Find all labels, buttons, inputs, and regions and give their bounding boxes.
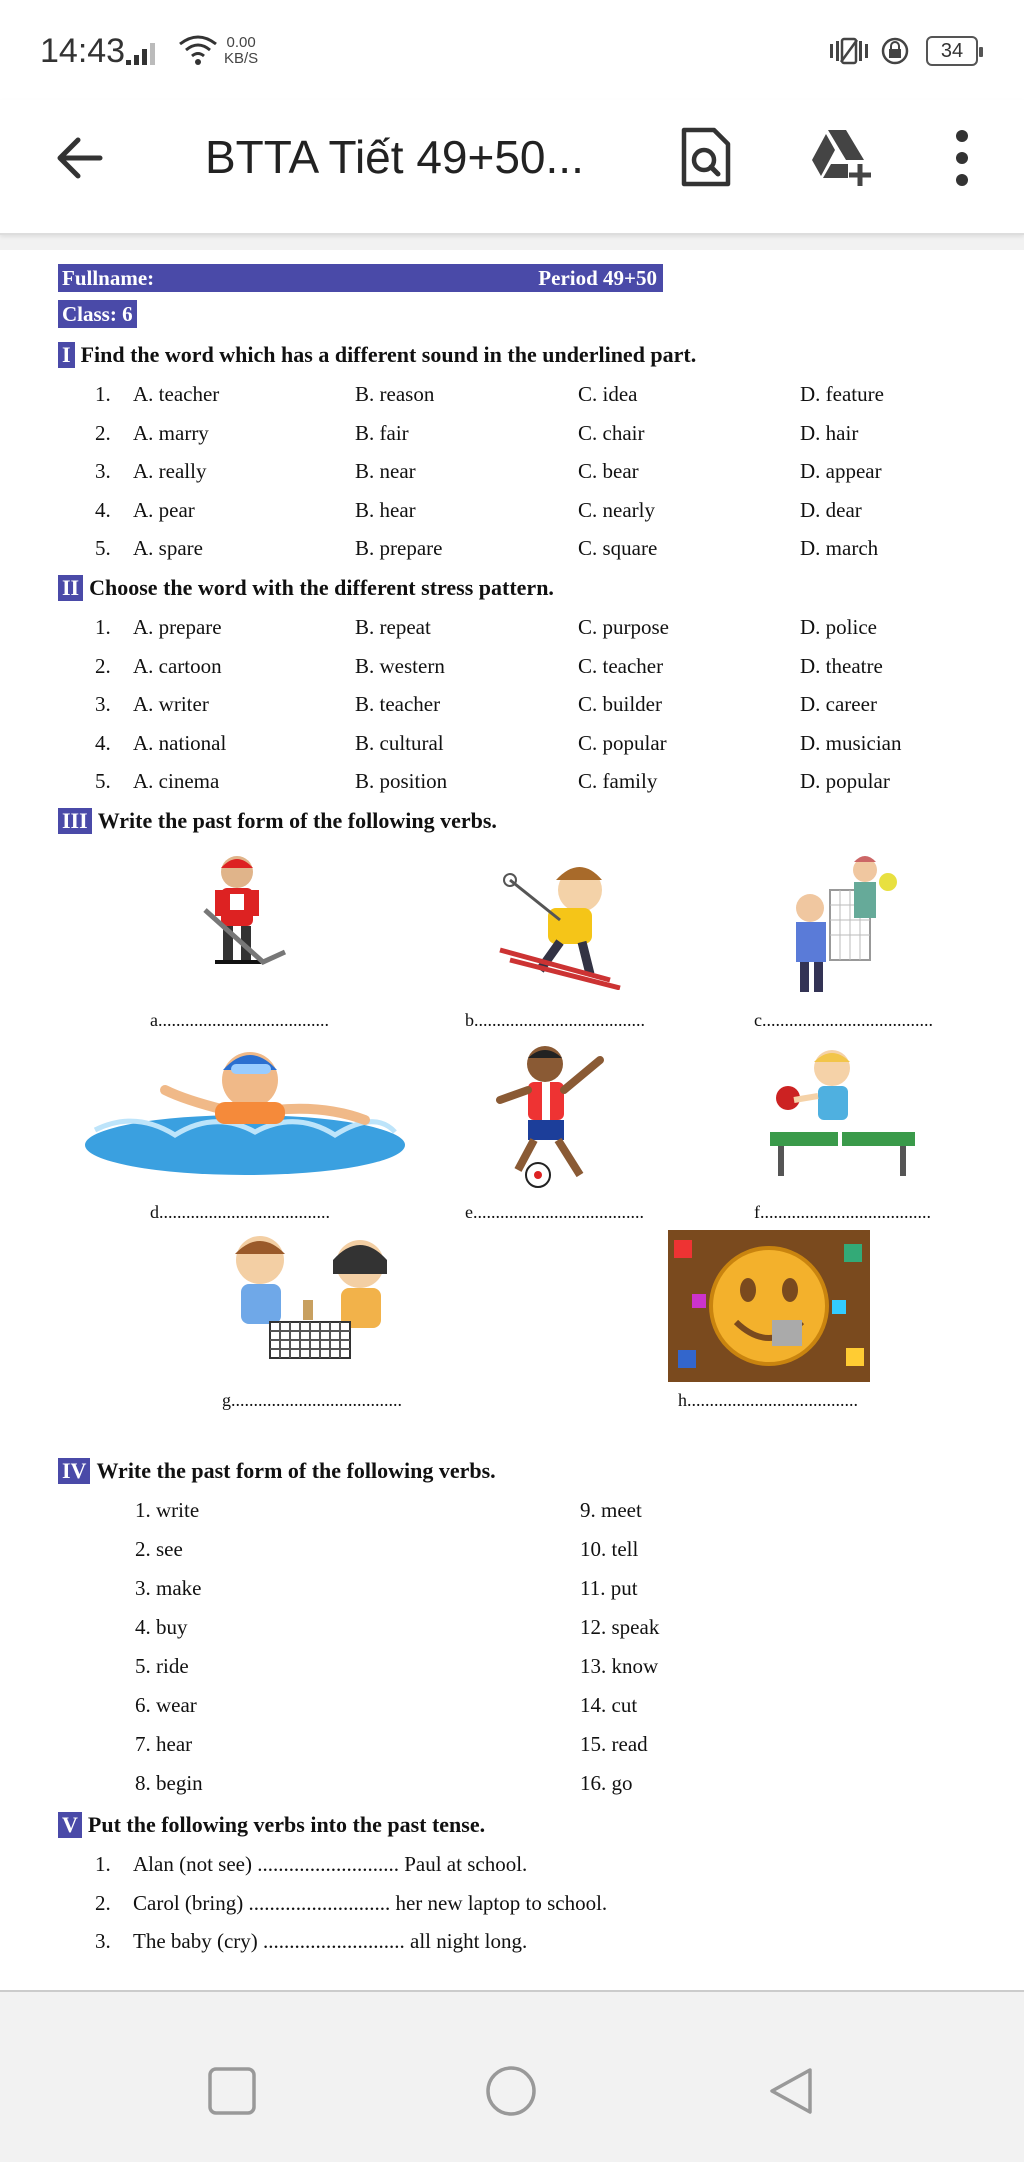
stress-question-2 <box>95 654 975 690</box>
section-2-heading <box>58 575 554 601</box>
section-4-number: IV <box>58 1458 90 1484</box>
section-1-title: Find the word which has a different sound in the underlined part. <box>80 342 697 367</box>
option-a: A. teacher <box>133 382 220 406</box>
sentence-text: Carol (bring) ........................... her new laptop to school. <box>133 1890 608 1915</box>
section-1-heading <box>58 342 696 368</box>
option-c: C. popular <box>578 730 667 755</box>
option-d: D. career <box>800 692 877 716</box>
volleyball-players-image <box>770 850 920 1000</box>
option-c: C. idea <box>578 382 638 406</box>
verb-item: 6. wear <box>135 1693 197 1717</box>
section-2-title: Choose the word with the different stress pattern. <box>89 575 554 600</box>
option-a: A. prepare <box>133 615 222 639</box>
blank-c[interactable] <box>754 1010 933 1031</box>
question-number: 2. <box>95 420 111 445</box>
section-5-number: V <box>58 1812 82 1838</box>
battery-icon: 34 <box>926 36 978 66</box>
blank-c-label: c. <box>754 1010 767 1030</box>
option-c: C. chair <box>578 420 645 445</box>
blank-d[interactable] <box>150 1202 330 1223</box>
ice-hockey-player-image <box>175 850 305 980</box>
verb-item: 14. cut <box>580 1693 638 1717</box>
section-5-heading <box>58 1812 485 1838</box>
document-page[interactable] <box>0 250 1024 1992</box>
status-bar <box>0 0 1024 100</box>
option-c: C. teacher <box>578 653 664 678</box>
sentence-text: Alan (not see) ........................... Paul at school. <box>133 1852 528 1876</box>
blank-b[interactable] <box>465 1010 645 1031</box>
option-d: D. appear <box>800 459 882 483</box>
blank-f[interactable] <box>754 1202 931 1223</box>
option-a: A. pear <box>133 497 195 522</box>
blank-e-label: e. <box>465 1202 478 1222</box>
verb-item: 3. make <box>135 1576 202 1600</box>
section-4-title: Write the past form of the following verbs. <box>96 1458 496 1483</box>
app-bar <box>0 100 1024 235</box>
football-player-image <box>490 1040 620 1190</box>
option-d: D. theatre <box>800 653 883 678</box>
section-3-heading <box>58 808 497 834</box>
verb-item: 16. go <box>580 1771 633 1795</box>
blank-b-label: b. <box>465 1010 479 1030</box>
past-tense-sentence-1 <box>95 1852 527 1877</box>
recents-square-icon[interactable] <box>205 2064 259 2118</box>
verb-item: 7. hear <box>135 1732 193 1756</box>
system-nav-bar <box>0 2016 1024 2162</box>
home-circle-icon[interactable] <box>484 2064 538 2118</box>
option-a: A. national <box>133 730 227 755</box>
option-a: A. writer <box>133 692 209 716</box>
fullname-header <box>58 264 663 292</box>
option-a: A. cartoon <box>133 653 222 678</box>
option-c: C. bear <box>578 459 639 483</box>
verb-item: 2. see <box>135 1537 183 1561</box>
past-tense-sentence-3 <box>95 1929 527 1954</box>
sentence-number: 2. <box>95 1890 111 1915</box>
verb-item: 10. tell <box>580 1537 639 1561</box>
section-3-number: III <box>58 808 92 834</box>
back-arrow-icon[interactable] <box>50 128 110 188</box>
option-c: C. family <box>578 769 658 793</box>
stress-question-5 <box>95 769 975 805</box>
skier-image <box>470 850 640 990</box>
smiley-jigsaw-puzzle-image <box>668 1230 870 1382</box>
option-b: B. near <box>355 459 416 483</box>
blank-g-dots: ..................................... <box>235 1390 402 1410</box>
blank-h[interactable] <box>678 1390 858 1411</box>
section-5-title: Put the following verbs into the past tense. <box>87 1812 486 1837</box>
document-title: BTTA Tiết 49+50... <box>205 131 584 183</box>
sentence-number: 3. <box>95 1929 111 1953</box>
sound-question-1 <box>95 382 975 418</box>
vibrate-icon <box>828 36 938 66</box>
blank-e-dots: ..................................... <box>477 1202 644 1222</box>
class-label: Class: 6 <box>58 300 137 328</box>
option-c: C. square <box>578 536 658 560</box>
option-d: D. feature <box>800 382 884 406</box>
question-number: 1. <box>95 615 111 639</box>
network-speed-value: 0.00 <box>226 34 256 51</box>
option-d: D. hair <box>800 420 859 445</box>
verb-item: 9. meet <box>580 1498 642 1522</box>
question-number: 4. <box>95 730 111 755</box>
verb-item: 11. put <box>580 1576 638 1600</box>
more-vert-icon[interactable] <box>944 126 980 190</box>
verb-item: 15. read <box>580 1732 648 1756</box>
verb-item: 13. know <box>580 1654 659 1678</box>
sound-question-3 <box>95 459 975 495</box>
option-b: B. hear <box>355 497 416 522</box>
section-3-title: Write the past form of the following verbs. <box>97 808 497 833</box>
question-number: 1. <box>95 382 111 406</box>
option-b: B. reason <box>355 382 435 406</box>
option-a: A. spare <box>133 536 203 560</box>
blank-a-dots: ..................................... <box>162 1010 329 1030</box>
question-number: 3. <box>95 459 111 483</box>
add-to-drive-icon[interactable] <box>808 126 872 186</box>
verb-item: 4. buy <box>135 1615 188 1639</box>
section-1-number: I <box>58 342 75 368</box>
swimmer-image <box>75 1040 405 1180</box>
option-b: B. cultural <box>355 730 444 755</box>
option-a: A. cinema <box>133 769 220 793</box>
blank-b-dots: ..................................... <box>478 1010 645 1030</box>
question-number: 2. <box>95 653 111 678</box>
wifi-icon <box>178 34 218 66</box>
section-2-number: II <box>58 575 83 601</box>
blank-h-dots: ..................................... <box>691 1390 858 1410</box>
table-tennis-player-image <box>760 1040 920 1180</box>
option-d: D. musician <box>800 730 902 755</box>
blank-d-dots: ..................................... <box>163 1202 330 1222</box>
blank-a-label: a. <box>150 1010 163 1030</box>
network-speed-unit: KB/S <box>224 50 259 67</box>
children-playing-chess-image <box>215 1230 405 1370</box>
question-number: 5. <box>95 536 111 560</box>
fullname-label: Fullname: <box>62 266 155 290</box>
blank-e[interactable] <box>465 1202 644 1223</box>
blank-g[interactable] <box>222 1390 402 1411</box>
option-b: B. prepare <box>355 536 443 560</box>
blank-g-label: g. <box>222 1390 236 1410</box>
option-b: B. teacher <box>355 692 441 716</box>
stress-question-1 <box>95 615 975 651</box>
option-b: B. repeat <box>355 615 431 639</box>
blank-f-label: f. <box>754 1202 765 1222</box>
sound-question-2 <box>95 421 975 457</box>
option-d: D. police <box>800 615 877 639</box>
stress-question-3 <box>95 692 975 728</box>
option-d: D. dear <box>800 497 862 522</box>
blank-d-label: d. <box>150 1202 164 1222</box>
verb-item: 8. begin <box>135 1771 203 1795</box>
blank-c-dots: ..................................... <box>766 1010 933 1030</box>
network-speed <box>224 35 258 67</box>
status-time: 14:43 <box>40 32 126 70</box>
sentence-number: 1. <box>95 1852 111 1876</box>
verb-item: 5. ride <box>135 1654 189 1678</box>
option-c: C. purpose <box>578 615 669 639</box>
blank-f-dots: ..................................... <box>764 1202 931 1222</box>
option-a: A. marry <box>133 420 209 445</box>
stress-question-4 <box>95 731 975 767</box>
signal-icon <box>124 40 168 66</box>
option-a: A. really <box>133 459 207 483</box>
sentence-text: The baby (cry) ........................... all night long. <box>133 1929 528 1953</box>
blank-h-label: h. <box>678 1390 692 1410</box>
sound-question-5 <box>95 536 975 572</box>
option-d: D. march <box>800 536 879 560</box>
question-number: 3. <box>95 692 111 716</box>
option-b: B. fair <box>355 420 409 445</box>
sound-question-4 <box>95 498 975 534</box>
option-b: B. position <box>355 769 448 793</box>
back-triangle-icon[interactable] <box>764 2064 818 2118</box>
option-b: B. western <box>355 653 445 678</box>
question-number: 4. <box>95 497 111 522</box>
preview-icon[interactable] <box>680 126 732 188</box>
period-label: Period 49+50 <box>538 266 657 290</box>
question-number: 5. <box>95 769 111 793</box>
past-tense-sentence-2 <box>95 1891 607 1916</box>
verb-item: 12. speak <box>580 1615 660 1639</box>
blank-a[interactable] <box>150 1010 329 1031</box>
option-c: C. builder <box>578 692 662 716</box>
section-4-heading <box>58 1458 496 1484</box>
verb-item: 1. write <box>135 1498 200 1522</box>
option-c: C. nearly <box>578 497 655 522</box>
option-d: D. popular <box>800 769 890 793</box>
